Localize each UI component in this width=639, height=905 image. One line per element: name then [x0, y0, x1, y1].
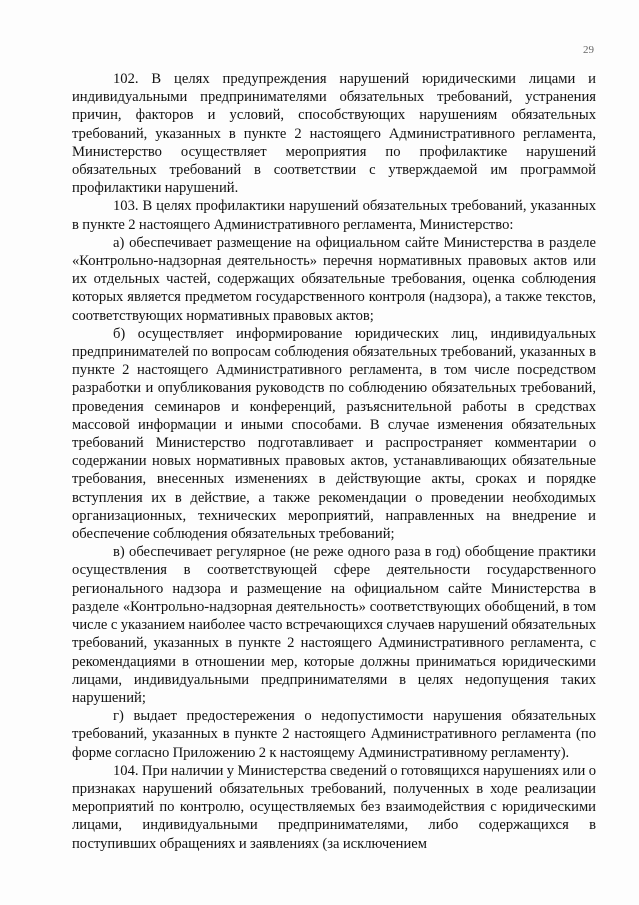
paragraph-103-a: а) обеспечивает размещение на официальном сайте Министерства в разделе «Контрольно-надзорная деятельность» перечня нормативных правовых актов или их отдельных частей, содержащих обязательные требования, оценка соблюдения которых является предметом государственного контроля (надзора), а также текстов, соответствующих нормативных правовых актов; — [72, 234, 596, 324]
document-body — [72, 70, 596, 853]
paragraph-104: 104. При наличии у Министерства сведений о готовящихся нарушениях или о признаках нарушений обязательных требований, полученных в ходе реализации мероприятий по контролю, осуществляемых без взаимодействия с юридическими лицами, индивидуальными предпринимателями, либо содержащихся в поступивших обращениях и заявлениях (за исключением — [72, 762, 596, 852]
paragraph-103-g: г) выдает предостережения о недопустимости нарушения обязательных требований, указанных в пункте 2 настоящего Административного регламента (по форме согласно Приложению 2 к настоящему Административному регламенту). — [72, 708, 596, 761]
page-number: 29 — [583, 44, 594, 56]
paragraph-102: 102. В целях предупреждения нарушений юридическими лицами и индивидуальными предпринимателями обязательных требований, устранения причин, факторов и условий, способствующих нарушениям обязательных требований, указанных в пункте 2 настоящего Административного регламента, Министерство осуществляет мероприятия по профилактике нарушений обязательных требований в соответствии с утверждаемой им программой профилактики нарушений. — [72, 71, 596, 197]
paragraph-103-b: б) осуществляет информирование юридических лиц, индивидуальных предпринимателей по вопросам соблюдения обязательных требований, указанных в пункте 2 настоящего Административного регламента, в том числе посредством разработки и опубликования руководств по соблюдению обязательных требований, проведения семинаров и конференций, разъяснительной работы в средствах массовой информации и иными способами. В случае изменения обязательных требований Министерство подготавливает и распространяет комментарии о содержании новых нормативных правовых актов, устанавливающих обязательные требования, внесенных изменениях в действующие акты, сроках и порядке вступления их в действие, а также рекомендации о проведении необходимых организационных, технических мероприятий, направленных на внедрение и обеспечение соблюдения обязательных требований; — [72, 325, 596, 543]
paragraph-103: 103. В целях профилактики нарушений обязательных требований, указанных в пункте 2 настоящего Административного регламента, Министерство: — [72, 198, 596, 233]
paragraph-103-v: в) обеспечивает регулярное (не реже одного раза в год) обобщение практики осуществления в соответствующей сфере деятельности государственного регионального надзора и размещение на официальном сайте Министерства в разделе «Контрольно-надзорная деятельность» соответствующих обобщений, в том числе с указанием наиболее часто встречающихся случаев нарушений обязательных требований, указанных в пункте 2 настоящего Административного регламента, с рекомендациями в отношении мер, которые должны приниматься юридическими лицами, индивидуальными предпринимателями в целях недопущения таких нарушений; — [72, 544, 596, 706]
